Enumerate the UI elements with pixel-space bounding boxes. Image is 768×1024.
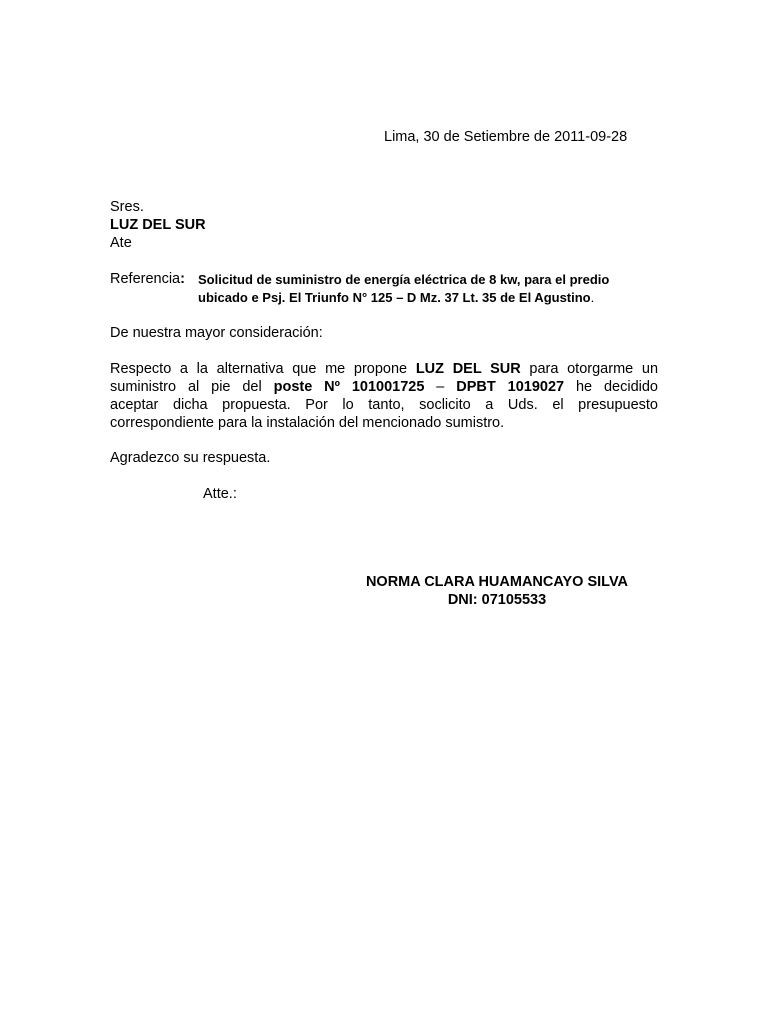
body-pole-number: poste Nº 101001725 — [273, 379, 425, 395]
body-line-4: correspondiente para la instalación del mencionado sumistro. — [110, 415, 505, 431]
reference-line-2-row — [198, 289, 594, 307]
body-line-1 — [110, 360, 658, 378]
closing: Atte.: — [203, 486, 237, 502]
reference-label: Referencia — [110, 271, 181, 287]
body-line-3: aceptar dicha propuesta. Por lo tanto, soclicito a Uds. el presupuesto — [110, 397, 658, 413]
body-text: Respecto a la alternativa que me propone — [110, 361, 408, 377]
recipient-salutation: Sres. — [110, 199, 144, 215]
body-text: he decidido — [575, 379, 658, 395]
signature-dni: DNI: 07105533 — [447, 592, 547, 608]
body-dpbt-number: DPBT 1019027 — [456, 379, 565, 395]
body-paragraph — [110, 360, 658, 432]
reference-end-period: . — [590, 290, 595, 305]
body-line-2 — [110, 378, 658, 396]
reference-line-2: ubicado e Psj. El Triunfo N° 125 – D Mz. 37 Lt. 35 de El Agustino — [198, 290, 591, 305]
reference-label-row — [110, 270, 185, 288]
date-line: Lima, 30 de Setiembre de 2011-09-28 — [384, 129, 628, 145]
greeting: De nuestra mayor consideración: — [110, 325, 323, 341]
body-company: LUZ DEL SUR — [415, 361, 521, 377]
recipient-company: LUZ DEL SUR — [110, 217, 206, 233]
reference-line-1: Solicitud de suministro de energía eléctrica de 8 kw, para el predio — [198, 272, 610, 287]
signature-name: NORMA CLARA HUAMANCAYO SILVA — [365, 574, 629, 590]
body-text: suministro al pie del — [110, 379, 262, 395]
body-dash: – — [436, 379, 445, 395]
recipient-district: Ate — [110, 235, 132, 251]
body-text: para otorgarme un — [529, 361, 659, 377]
thanks-line: Agradezco su respuesta. — [110, 450, 271, 466]
reference-colon: : — [180, 271, 185, 287]
